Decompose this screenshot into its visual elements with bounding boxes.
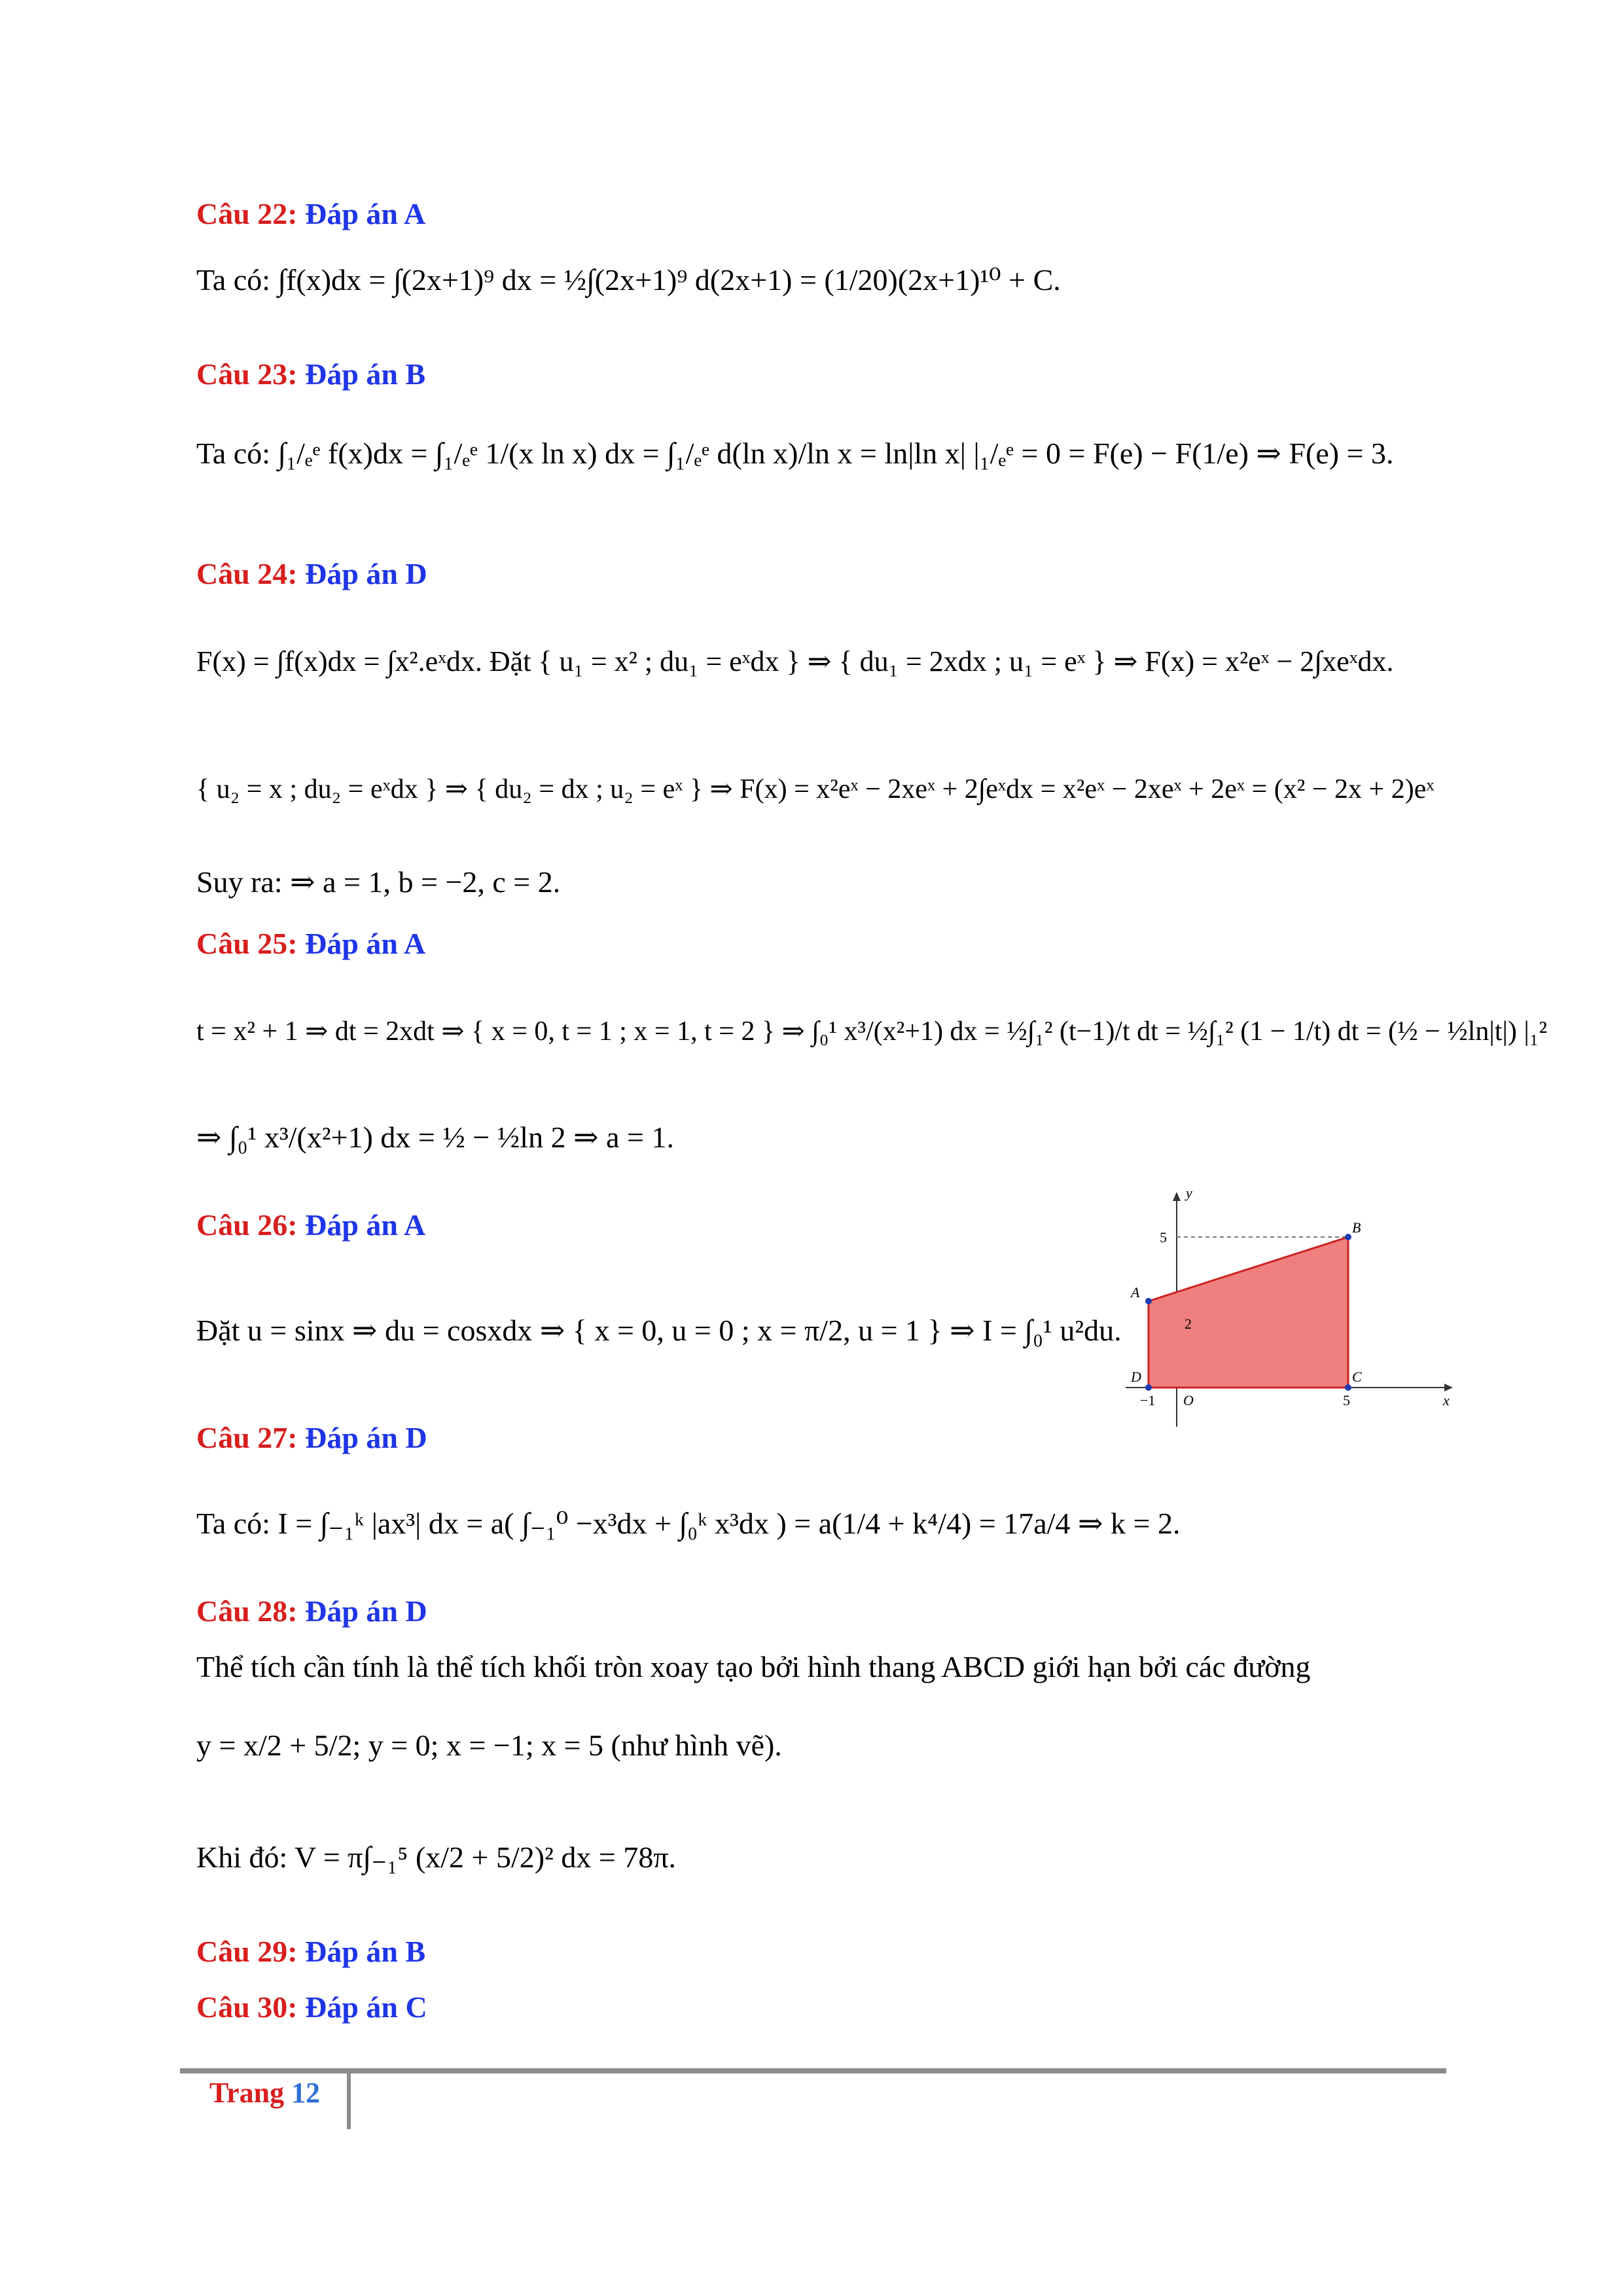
solution-26: Đặt u = sinx ⇒ du = cosxdx ⇒ { x = 0, u = 0 ; x = π/2, u = 1 } ⇒ I = ∫₀¹ u²du.	[196, 1314, 1122, 1347]
answer-heading-30: Câu 30: Đáp án C	[196, 1990, 427, 2024]
tick-y-2: 2	[1185, 1316, 1192, 1332]
x-axis-arrow	[1444, 1384, 1453, 1391]
answer-heading-23: Câu 23: Đáp án B	[196, 357, 426, 391]
trapezoid-abcd	[1149, 1237, 1348, 1388]
footer-divider	[180, 2068, 1446, 2073]
answer-heading-28: Câu 28: Đáp án D	[196, 1594, 427, 1628]
origin-label: O	[1183, 1392, 1194, 1408]
tick-x-5: 5	[1343, 1392, 1350, 1408]
point-c	[1345, 1384, 1351, 1391]
solution-28-lines: y = x/2 + 5/2; y = 0; x = −1; x = 5 (như hình vẽ).	[196, 1729, 782, 1762]
solution-24-line3: Suy ra: ⇒ a = 1, b = −2, c = 2.	[196, 865, 561, 899]
solution-28-volume: Khi đó: V = π∫₋₁⁵ (x/2 + 5/2)² dx = 78π.	[196, 1840, 677, 1874]
answer-heading-29: Câu 29: Đáp án B	[196, 1935, 426, 1968]
answer-heading-24: Câu 24: Đáp án D	[196, 557, 427, 590]
solution-25-line2: ⇒ ∫₀¹ x³/(x²+1) dx = ½ − ½ln 2 ⇒ a = 1.	[196, 1121, 674, 1154]
label-a: A	[1131, 1284, 1140, 1300]
solution-24-line1: F(x) = ∫f(x)dx = ∫x².eˣdx. Đặt { u₁ = x² ; du₁ = eˣdx } ⇒ { du₁ = 2xdx ; u₁ = eˣ } ⇒ F(x) = x²eˣ − 2∫xeˣdx.	[196, 645, 1394, 677]
solution-28-text: Thể tích cần tính là thể tích khối tròn xoay tạo bởi hình thang ABCD giới hạn bởi các đường	[196, 1650, 1311, 1683]
trapezoid-figure	[1113, 1168, 1466, 1443]
point-d	[1145, 1384, 1152, 1391]
answer-heading-22: Câu 22: Đáp án A	[196, 197, 426, 230]
label-b: B	[1352, 1219, 1361, 1236]
solution-27: Ta có: I = ∫₋₁ᵏ |ax³| dx = a( ∫₋₁⁰ −x³dx + ∫₀ᵏ x³dx ) = a(1/4 + k⁴/4) = 17a/4 ⇒ k = 2.	[196, 1507, 1181, 1540]
x-axis-label: x	[1443, 1392, 1450, 1408]
y-axis-label: y	[1186, 1185, 1192, 1201]
tick-y-5: 5	[1160, 1229, 1167, 1246]
y-axis-arrow	[1173, 1192, 1181, 1201]
footer-vertical-bar	[347, 2073, 351, 2129]
answer-heading-26: Câu 26: Đáp án A	[196, 1208, 426, 1242]
point-a	[1145, 1298, 1152, 1304]
solution-23: Ta có: ∫₁/ₑᵉ f(x)dx = ∫₁/ₑᵉ 1/(x ln x) dx = ∫₁/ₑᵉ d(ln x)/ln x = ln|ln x| |₁/ₑᵉ = 0 = F(e) − F(1/e) ⇒ F(e) = 3.	[196, 437, 1394, 470]
label-c: C	[1352, 1369, 1362, 1385]
solution-24-line2: { u₂ = x ; du₂ = eˣdx } ⇒ { du₂ = dx ; u₂ = eˣ } ⇒ F(x) = x²eˣ − 2xeˣ + 2∫eˣdx = x²eˣ − 2xeˣ + 2eˣ = (x² − 2x + 2)eˣ	[196, 774, 1435, 804]
point-b	[1345, 1234, 1351, 1240]
answer-heading-27: Câu 27: Đáp án D	[196, 1421, 427, 1454]
solution-25-line1: t = x² + 1 ⇒ dt = 2xdt ⇒ { x = 0, t = 1 ; x = 1, t = 2 } ⇒ ∫₀¹ x³/(x²+1) dx = ½∫₁² (t−1)/t dt = ½∫₁² (1 − 1/t) dt = (½ − ½ln|t|) |₁²	[196, 1016, 1548, 1047]
answer-heading-25: Câu 25: Đáp án A	[196, 927, 426, 960]
label-d: D	[1131, 1369, 1141, 1385]
solution-22: Ta có: ∫f(x)dx = ∫(2x+1)⁹ dx = ½∫(2x+1)⁹ d(2x+1) = (1/20)(2x+1)¹⁰ + C.	[196, 263, 1061, 296]
page-number: Trang 12	[209, 2077, 321, 2109]
tick-x-minus1: −1	[1140, 1392, 1156, 1408]
